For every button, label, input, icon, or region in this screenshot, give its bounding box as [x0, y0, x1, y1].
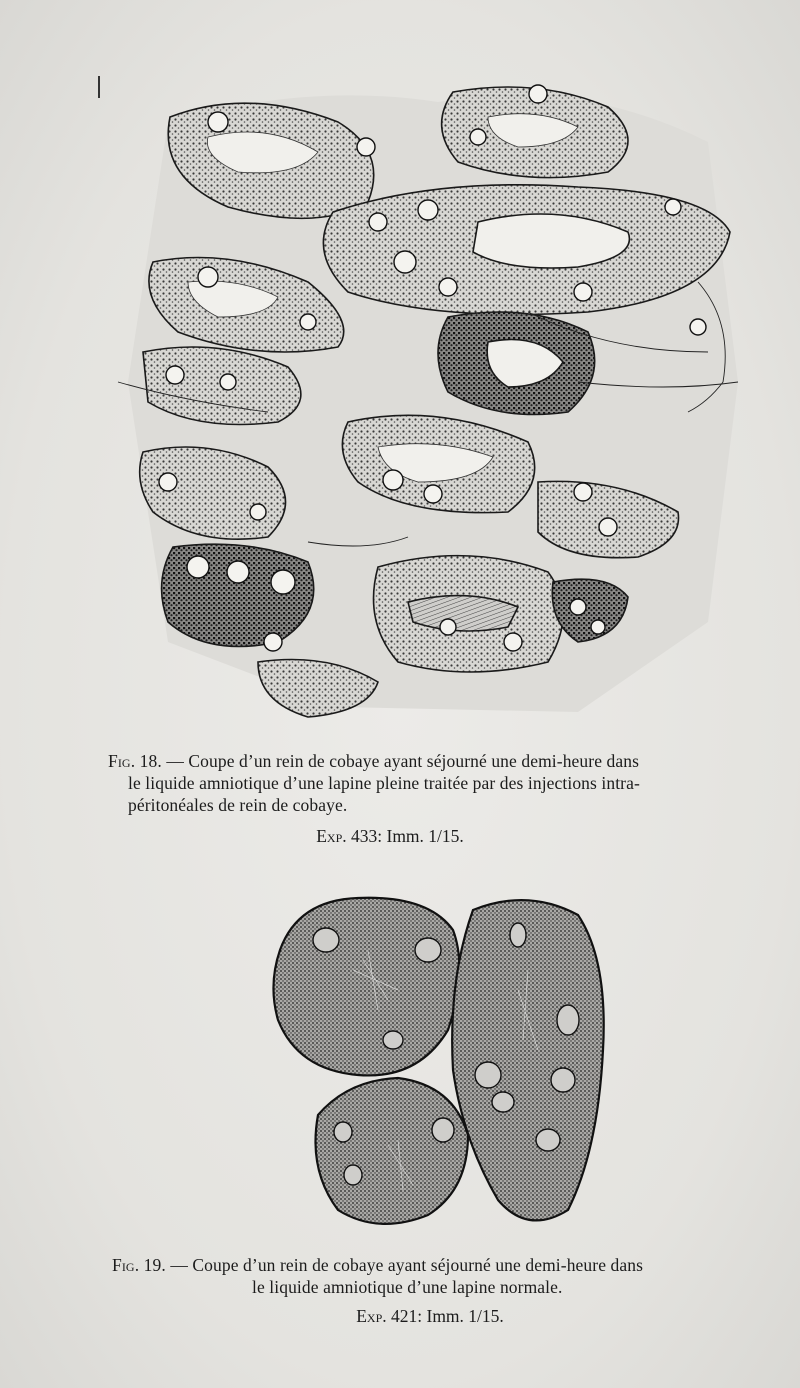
figure-19-exp-value: 421: Imm. 1/15. — [391, 1306, 504, 1326]
figure-19-exp-label: Exp. — [356, 1306, 387, 1326]
figure-19-caption-line-1: — Coupe d’un rein de cobaye ayant séjourné une demi-heure dans — [170, 1255, 644, 1275]
figure-18-caption-line-2: le liquide amniotique d’une lapine pleine traitée par des injections intra- — [128, 773, 640, 793]
figure-18-caption — [108, 750, 758, 816]
figure-19-caption-line-2: le liquide amniotique d’une lapine normale. — [252, 1277, 563, 1297]
figure-18-caption-line-3: péritonéales de rein de cobaye. — [128, 795, 348, 815]
figure-19-label: Fig. 19. — [112, 1255, 166, 1275]
figure-18-illustration — [108, 82, 740, 722]
figure-18-label: Fig. 18. — [108, 751, 162, 771]
figure-18-experiment — [0, 826, 790, 847]
margin-mark — [98, 76, 100, 98]
figure-18-caption-line-1: — Coupe d’un rein de cobaye ayant séjourné une demi-heure dans — [166, 751, 640, 771]
figure-19-caption — [112, 1254, 762, 1298]
figure-18-exp-value: 433: Imm. 1/15. — [351, 826, 464, 846]
figure-19-illustration — [268, 890, 608, 1230]
figure-18-exp-label: Exp. — [316, 826, 347, 846]
figure-19-experiment — [30, 1306, 800, 1327]
